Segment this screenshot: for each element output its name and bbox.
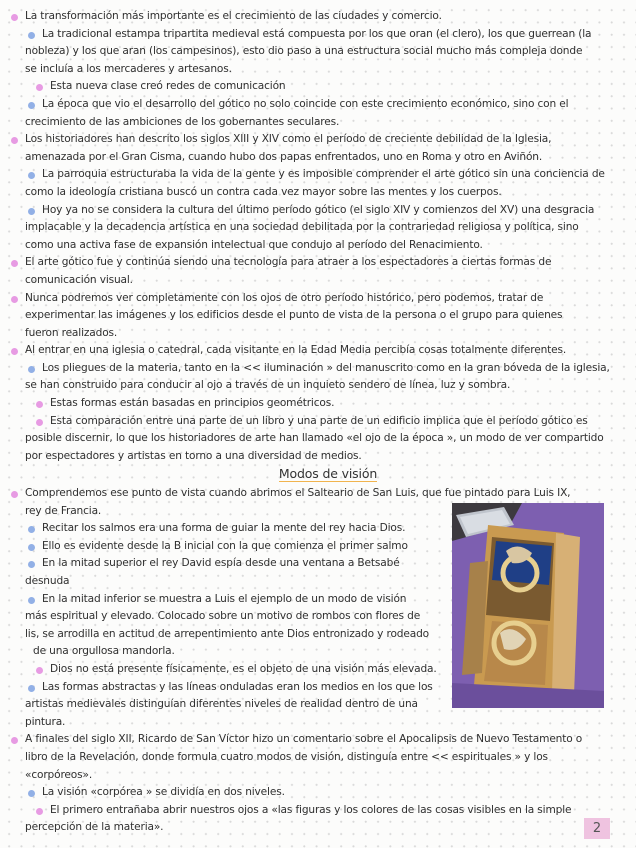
continuation-line (6, 448, 590, 466)
note-text: Esta comparación entre una parte de un libro y una parte de un edificio implica que el período gótico es (50, 414, 588, 427)
note-text: La época que vio el desarrollo del gótico no solo coincide con este crecimiento económico, sino con el (42, 97, 569, 110)
note-text: La tradicional estampa tripartita medieval está compuesta por los que oran (el clero), los que guerrean (la (42, 27, 592, 40)
blue-bullet-icon (28, 685, 35, 692)
pink-bullet-icon (36, 419, 43, 426)
note-text: como la ideología cristiana buscó un contra cada vez mayor sobre las mentes y los cuerpos. (25, 185, 502, 198)
note-text: experimentar las imágenes y los edificios desde el punto de vista de la persona o el grupo para quienes (25, 309, 563, 322)
note-text: de una orgullosa mandorla. (33, 645, 175, 658)
pink-bullet-icon (36, 84, 43, 91)
continuation-line (6, 325, 590, 343)
note-text: posible discernir, lo que los historiadores de arte han llamado «el ojo de la época », un modo de ver compartido (25, 432, 604, 445)
note-text: nobleza) y los que aran (los campesinos), esto dio paso a una estructura social mucho más compleja donde (25, 45, 583, 58)
note-text: por espectadores y artistas en torno a una diversidad de medios. (25, 449, 362, 462)
note-text: Esta nueva clase creó redes de comunicación (50, 80, 286, 93)
notes-page (6, 8, 610, 837)
note-text: se incluía a los mercaderes y artesanos. (25, 62, 232, 75)
note-text: Al entrar en una iglesia o catedral, cada visitante en la Edad Media percibía cosas totalmente diferentes. (25, 344, 567, 357)
sub-bullet-line (6, 166, 605, 184)
continuation-line (6, 714, 590, 732)
note-text: crecimiento de las ambiciones de los gobernantes seculares. (25, 115, 340, 128)
continuation-line (6, 819, 590, 837)
note-text: rey de Francia. (25, 504, 102, 517)
note-text: Dios no está presente físicamente, es el objeto de una visión más elevada. (50, 662, 437, 675)
note-text: A finales del siglo XII, Ricardo de San Víctor hizo un comentario sobre el Apocalipsis de Nuevo Testamento o (25, 733, 583, 746)
note-text: Nunca podremos ver completamente con los ojos de otro período histórico, pero podemos, tratar de (25, 291, 544, 304)
note-text: artistas medievales distinguían diferentes niveles de realidad dentro de una (25, 698, 418, 711)
note-text: implacable y la decadencia artística en una sociedad debilitada por la contrariedad religiosa y política, sino (25, 221, 579, 234)
sub-sub-bullet-line (6, 78, 590, 96)
continuation-line (6, 430, 604, 448)
note-text: Recitar los salmos era una forma de guiar la mente del rey hacia Dios. (42, 522, 406, 535)
pink-bullet-icon (36, 401, 43, 408)
sub-bullet-line (6, 360, 610, 378)
heading-text: Modos de visión (278, 466, 378, 482)
pink-bullet-icon (11, 260, 18, 267)
note-text: pintura. (25, 715, 66, 728)
bullet-line (6, 485, 590, 503)
note-text: se han construido para conducir al ojo a través de un inquieto sendero de línea, luz y sombra. (25, 379, 511, 392)
note-text: fueron realizados. (25, 326, 118, 339)
note-text: más espiritual y elevado. Colocado sobre un motivo de rombos con flores de (25, 610, 421, 623)
note-text: como una activa fase de expansión intelectual que condujo al período del Renacimiento. (25, 238, 483, 251)
blue-bullet-icon (28, 544, 35, 551)
blue-bullet-icon (28, 790, 35, 797)
manuscript-image (452, 503, 604, 708)
blue-bullet-icon (28, 597, 35, 604)
bullet-line (6, 342, 590, 360)
pink-bullet-icon (36, 808, 43, 815)
continuation-line (6, 43, 590, 61)
note-text: Estas formas están basadas en principios geométricos. (50, 397, 335, 410)
continuation-line (6, 149, 590, 167)
note-text: La visión «corpórea » se dividía en dos niveles. (42, 786, 285, 799)
continuation-line (6, 749, 590, 767)
note-text: Hoy ya no se considera la cultura del último período gótico (el siglo XIV y comienzos del XV) una desgracia (42, 203, 595, 216)
blue-bullet-icon (28, 526, 35, 533)
bullet-line (6, 290, 590, 308)
note-text: La parroquia estructuraba la vida de la gente y es imposible comprender el arte gótico sin una conciencia de (42, 168, 605, 181)
sub-bullet-line (6, 96, 590, 114)
continuation-line (6, 307, 590, 325)
continuation-line (6, 61, 590, 79)
section-heading (6, 465, 590, 485)
bullet-line (6, 8, 590, 26)
sub-sub-bullet-line (6, 413, 590, 431)
note-text: amenazada por el Gran Cisma, cuando hubo dos papas enfrentados, uno en Roma y otro en Aviñón. (25, 150, 543, 163)
blue-bullet-icon (28, 102, 35, 109)
continuation-line (6, 114, 590, 132)
bullet-line (6, 254, 590, 272)
blue-bullet-icon (28, 32, 35, 39)
sub-sub-bullet-line (6, 802, 590, 820)
pink-bullet-icon (11, 137, 18, 144)
pink-bullet-icon (11, 348, 18, 355)
pink-bullet-icon (11, 296, 18, 303)
continuation-line (6, 219, 590, 237)
continuation-line (6, 237, 590, 255)
continuation-line (6, 767, 590, 785)
pink-bullet-icon (11, 491, 18, 498)
psalter-photo (452, 503, 604, 708)
pink-bullet-icon (11, 737, 18, 744)
note-text: desnuda (25, 575, 70, 587)
blue-bullet-icon (28, 172, 35, 179)
page-number-badge: 2 (584, 818, 610, 839)
note-text: Las formas abstractas y las líneas onduladas eran los medios en los que los (42, 680, 433, 693)
sub-sub-bullet-line (6, 395, 590, 413)
continuation-line (6, 184, 590, 202)
sub-bullet-line (6, 202, 595, 220)
pink-bullet-icon (36, 667, 43, 674)
pink-bullet-icon (11, 14, 18, 21)
blue-bullet-icon (28, 561, 35, 568)
note-text: percepción de la materia». (25, 821, 164, 834)
note-text: En la mitad inferior se muestra a Luis el ejemplo de un modo de visión (42, 592, 407, 605)
note-text: El arte gótico fue y continúa siendo una tecnología para atraer a los espectadores a ciertas formas de (25, 256, 552, 269)
note-text: La transformación más importante es el crecimiento de las ciudades y comercio. (25, 10, 442, 22)
note-text: «corpóreos». (25, 768, 93, 781)
continuation-line (6, 377, 590, 395)
note-text: Los historiadores han descrito los siglos XIII y XIV como el período de creciente debilidad de la Iglesia, (25, 133, 552, 146)
bullet-line (6, 131, 590, 149)
note-text: Los pliegues de la materia, tanto en la << iluminación » del manuscrito como en la gran bóveda de la iglesia, (42, 361, 610, 374)
note-text: En la mitad superior el rey David espía desde una ventana a Betsabé (42, 557, 400, 570)
bullet-line (6, 731, 590, 749)
note-text: lis, se arrodilla en actitud de arrepentimiento ante Dios entronizado y rodeado (25, 627, 429, 640)
blue-bullet-icon (28, 366, 35, 373)
continuation-line (6, 272, 590, 290)
blue-bullet-icon (28, 208, 35, 215)
note-text: Ello es evidente desde la B inicial con la que comienza el primer salmo (42, 539, 408, 552)
note-text: El primero entrañaba abrir nuestros ojos a «las figuras y los colores de las cosas visibles en la simple (50, 803, 572, 816)
note-text: comunicación visual. (25, 273, 133, 286)
note-text: libro de la Revelación, donde formula cuatro modos de visión, distinguía entre << espirituales » y los (25, 750, 548, 763)
sub-bullet-line (6, 784, 590, 802)
sub-bullet-line (6, 26, 590, 44)
note-text: Comprendemos ese punto de vista cuando abrimos el Salteario de San Luis, que fue pintado para Luis IX, (25, 487, 571, 500)
